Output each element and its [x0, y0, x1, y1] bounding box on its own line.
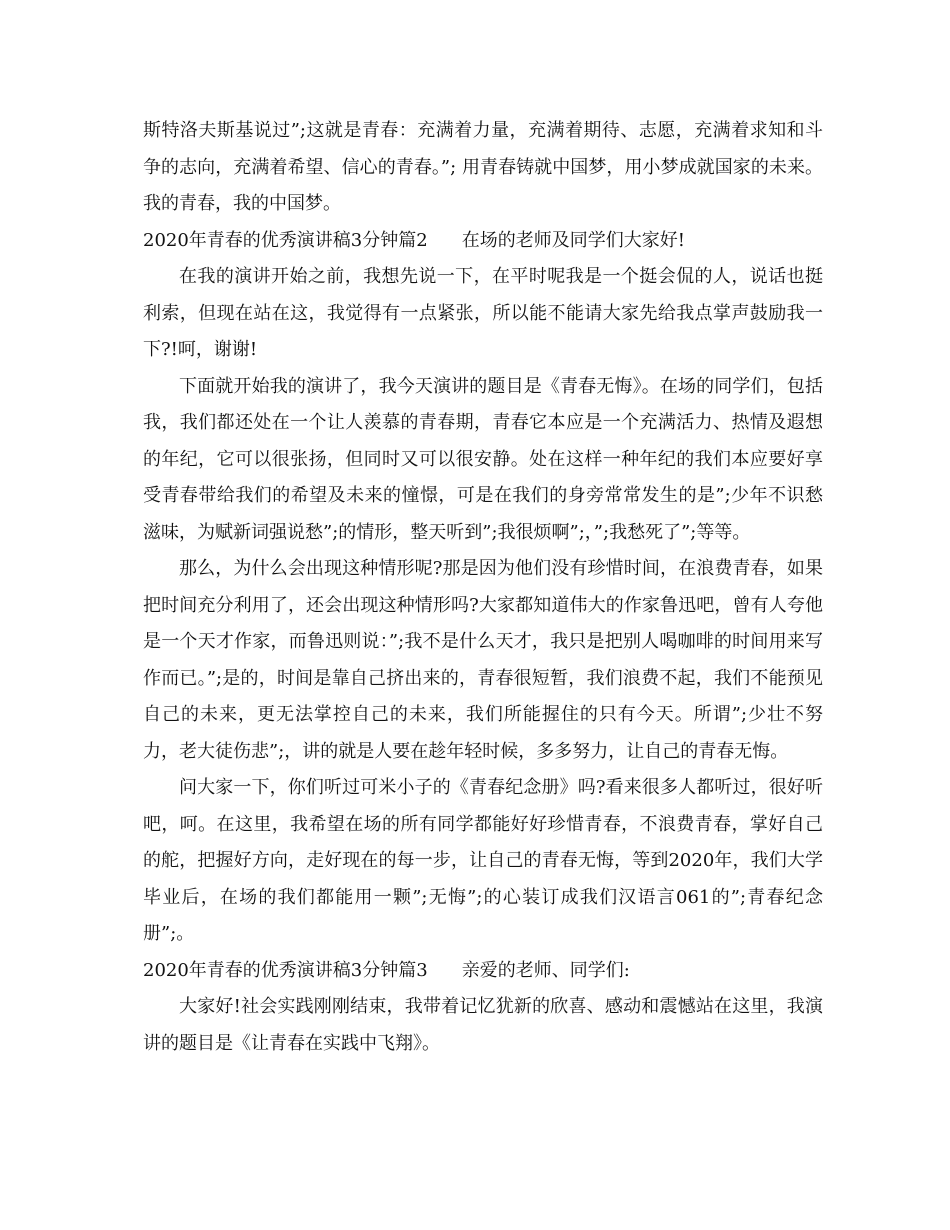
section-greeting: 在场的老师及同学们大家好!	[461, 229, 685, 251]
section-title: 2020年青春的优秀演讲稿3分钟篇2	[143, 229, 428, 251]
paragraph: 那么，为什么会出现这种情形呢?那是因为他们没有珍惜时间，在浪费青春，如果把时间充分利用了，还会出现这种情形吗?大家都知道伟大的作家鲁迅吧，曾有人夸他是一个天才作家，而鲁迅则说：”;我不是什么天才，我只是把别人喝咖啡的时间用来写作而已。”;是的，时间是靠自己挤出来的，青春很短暂，我们浪费不起，我们不能预见自己的未来，更无法掌控自己的未来，我们所能握住的只有今天。所谓”;少壮不努力，老大徒伤悲”;，讲的就是人要在趁年轻时候，多多努力，让自己的青春无悔。	[143, 558, 823, 762]
paragraph: 在我的演讲开始之前，我想先说一下，在平时呢我是一个挺会侃的人，说话也挺利索，但现在站在这，我觉得有一点紧张，所以能不能请大家先给我点掌声鼓励我一下?!呵，谢谢!	[143, 266, 823, 360]
paragraph-continuation: 斯特洛夫斯基说过”;这就是青春：充满着力量，充满着期待、志愿，充满着求知和斗争的志向，充满着希望、信心的青春。”; 用青春铸就中国梦，用小梦成就国家的未来。我的青春，我的中国梦。	[143, 120, 823, 214]
section-heading-3	[143, 953, 823, 990]
paragraph: 问大家一下，你们听过可米小子的《青春纪念册》吗?看来很多人都听过，很好听吧，呵。在这里，我希望在场的所有同学都能好好珍惜青春，不浪费青春，掌好自己的舵，把握好方向，走好现在的每一步，让自己的青春无悔，等到2020年，我们大学毕业后，在场的我们都能用一颗”;无悔”;的心装订成我们汉语言061的”;青春纪念册”;。	[143, 777, 823, 944]
paragraph: 大家好!社会实践刚刚结束，我带着记忆犹新的欣喜、感动和震憾站在这里，我演讲的题目是《让青春在实践中飞翔》。	[143, 996, 823, 1054]
paragraph: 下面就开始我的演讲了，我今天演讲的题目是《青春无悔》。在场的同学们，包括我，我们都还处在一个让人羡慕的青春期，青春它本应是一个充满活力、热情及遐想的年纪，它可以很张扬，但同时又可以很安静。处在这样一种年纪的我们本应要好享受青春带给我们的希望及未来的憧憬，可是在我们的身旁常常发生的是”;少年不识愁滋味，为赋新词强说愁”;的情形，整天听到”;我很烦啊”;，”;我愁死了”;等等。	[143, 375, 823, 543]
section-greeting: 亲爱的老师、同学们:	[461, 959, 630, 981]
section-title: 2020年青春的优秀演讲稿3分钟篇3	[143, 959, 428, 981]
section-heading-2	[143, 223, 823, 260]
document-body	[143, 113, 823, 1062]
